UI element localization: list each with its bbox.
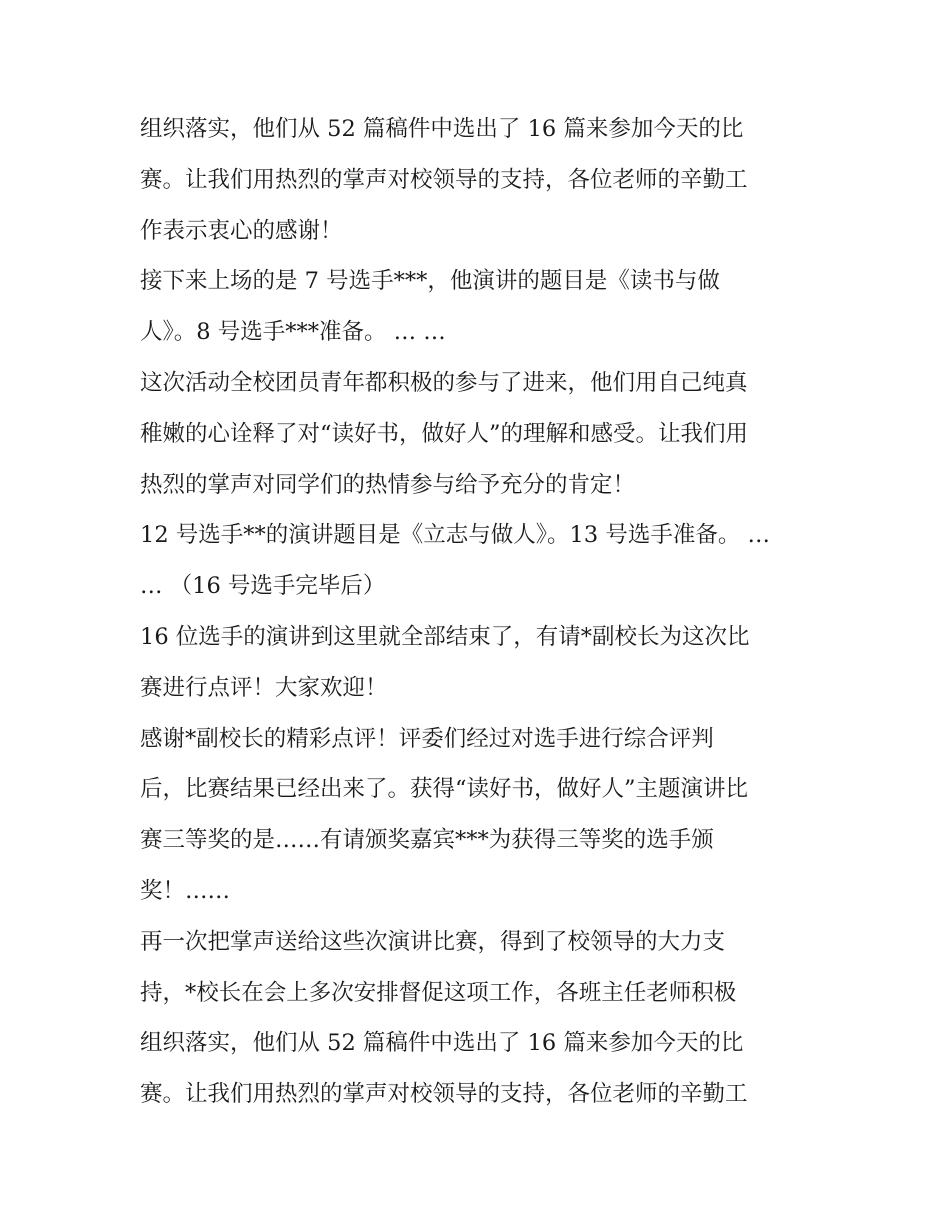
text-line: 赛进行点评！大家欢迎！ (140, 674, 388, 701)
text-line: 热烈的掌声对同学们的热情参与给予充分的肯定！ (140, 471, 636, 498)
text-line: 再一次把掌声送给这些次演讲比赛，得到了校领导的大力支 (140, 928, 726, 955)
text-line: 组织落实，他们从 52 篇稿件中选出了 16 篇来参加今天的比 (140, 1030, 744, 1057)
text-line: 奖！…… (140, 877, 231, 904)
text-line: 这次活动全校团员青年都积极的参与了进来，他们用自己纯真 (140, 369, 748, 396)
text-line: 接下来上场的是 7 号选手***，他演讲的题目是《读书与做 (140, 268, 720, 295)
text-line: 后，比赛结果已经出来了。获得“读好书，做好人”主题演讲比 (140, 776, 749, 803)
text-line: 16 位选手的演讲到这里就全部结束了，有请*副校长为这次比 (140, 623, 750, 650)
text-line: 组织落实，他们从 52 篇稿件中选出了 16 篇来参加今天的比 (140, 116, 744, 142)
text-line: 感谢*副校长的精彩点评！评委们经过对选手进行综合评判 (140, 725, 714, 752)
text-line: … （16 号选手完毕后） (140, 573, 386, 600)
body-text (140, 104, 820, 1120)
text-line: 稚嫩的心诠释了对“读好书，做好人”的理解和感受。让我们用 (140, 420, 749, 447)
text-line: 作表示衷心的感谢！ (140, 217, 343, 244)
text-line: 赛。让我们用热烈的掌声对校领导的支持，各位老师的辛勤工 (140, 1081, 748, 1108)
text-line: 持，*校长在会上多次安排督促这项工作，各班主任老师积极 (140, 979, 737, 1006)
text-line: 赛三等奖的是……有请颁奖嘉宾***为获得三等奖的选手颁 (140, 827, 714, 854)
text-line: 12 号选手**的演讲题目是《立志与做人》。13 号选手准备。 … (140, 522, 770, 549)
text-line: 赛。让我们用热烈的掌声对校领导的支持，各位老师的辛勤工 (140, 166, 748, 193)
text-line: 人》。8 号选手***准备。 … … (140, 319, 446, 346)
